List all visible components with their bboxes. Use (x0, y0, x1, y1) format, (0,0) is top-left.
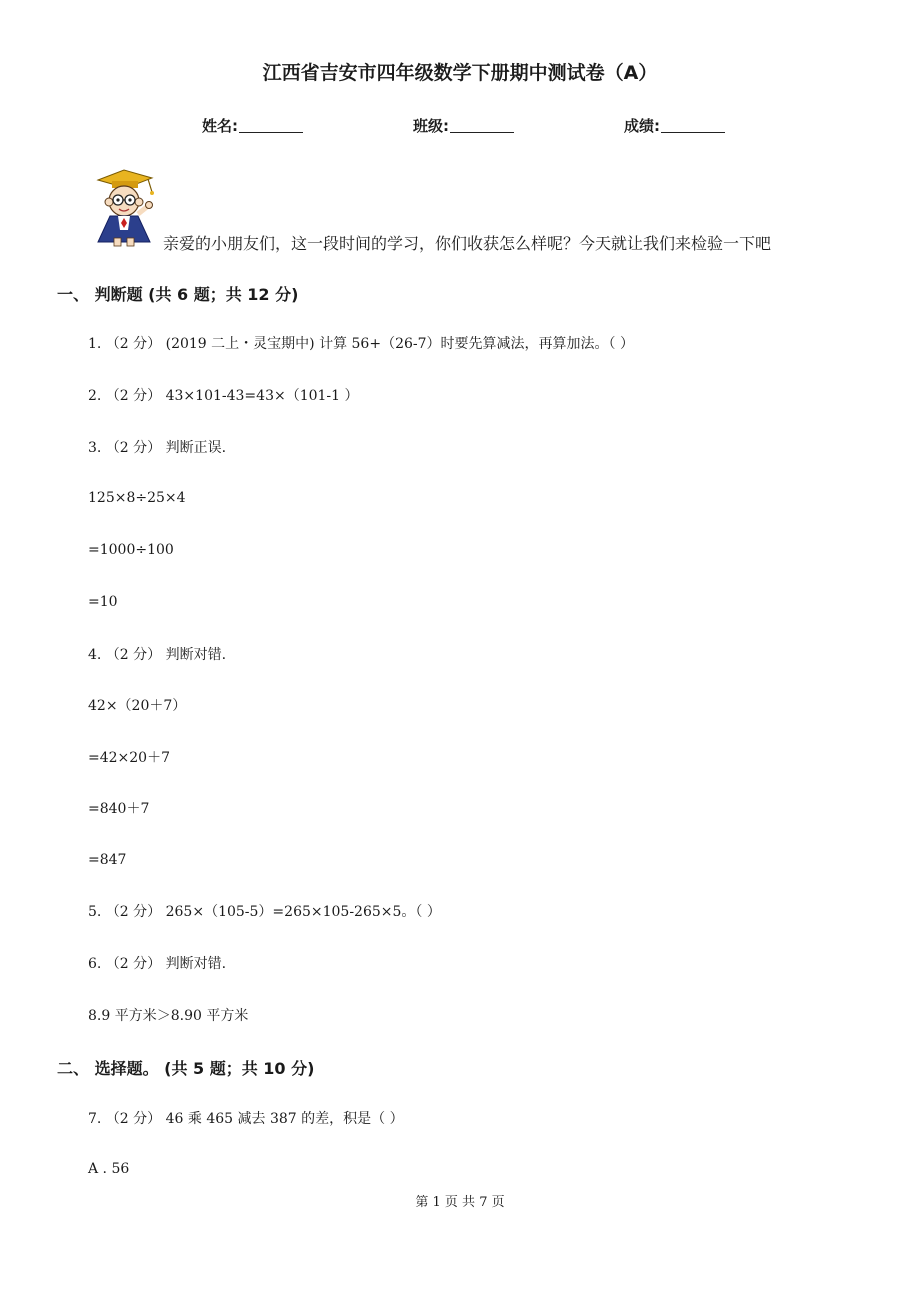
name-field (202, 115, 303, 136)
page-footer: 第 1 页 共 7 页 (415, 1195, 505, 1210)
score-blank (661, 118, 725, 133)
question-3-expression: 125×8÷25×4 (88, 490, 186, 506)
section-1-heading: 一、 判断题 (共 6 题；共 12 分) (57, 285, 299, 304)
greeting-text: 亲爱的小朋友们，这一段时间的学习，你们收获怎么样呢？今天就让我们来检验一下吧 (163, 234, 772, 253)
question-2: 2. （2 分） 43×101-43=43×（101-1 ） (88, 388, 359, 404)
class-label: 班级: (413, 117, 449, 135)
question-4-expression: 42×（20＋7） (88, 698, 187, 714)
question-3-step-2: =10 (88, 594, 118, 610)
question-7-option-a: A . 56 (88, 1161, 130, 1177)
question-1: 1. （2 分） (2019 二上・灵宝期中) 计算 56+（26-7）时要先算减法，再算加法。（ ） (88, 336, 634, 352)
section-2-heading: 二、 选择题。 (共 5 题；共 10 分) (57, 1059, 315, 1078)
question-5: 5. （2 分） 265×（105-5）=265×105-265×5。（ ） (88, 904, 441, 920)
question-7: 7. （2 分） 46 乘 465 减去 387 的差，积是（ ） (88, 1111, 404, 1127)
score-label: 成绩: (624, 117, 660, 135)
question-4: 4. （2 分） 判断对错. (88, 647, 227, 663)
question-4-step-1: =42×20＋7 (88, 750, 170, 766)
name-label: 姓名: (202, 117, 238, 135)
question-6-statement: 8.9 平方米＞8.90 平方米 (88, 1008, 249, 1024)
page-title: 江西省吉安市四年级数学下册期中测试卷（A） (262, 62, 658, 84)
mascot-icon (92, 168, 164, 248)
class-blank (450, 118, 514, 133)
score-field (624, 115, 725, 136)
name-blank (239, 118, 303, 133)
question-4-step-3: =847 (88, 852, 127, 868)
question-3: 3. （2 分） 判断正误. (88, 440, 227, 456)
question-3-step-1: =1000÷100 (88, 542, 174, 558)
question-4-step-2: =840＋7 (88, 801, 150, 817)
class-field (413, 115, 514, 136)
question-6: 6. （2 分） 判断对错. (88, 956, 227, 972)
